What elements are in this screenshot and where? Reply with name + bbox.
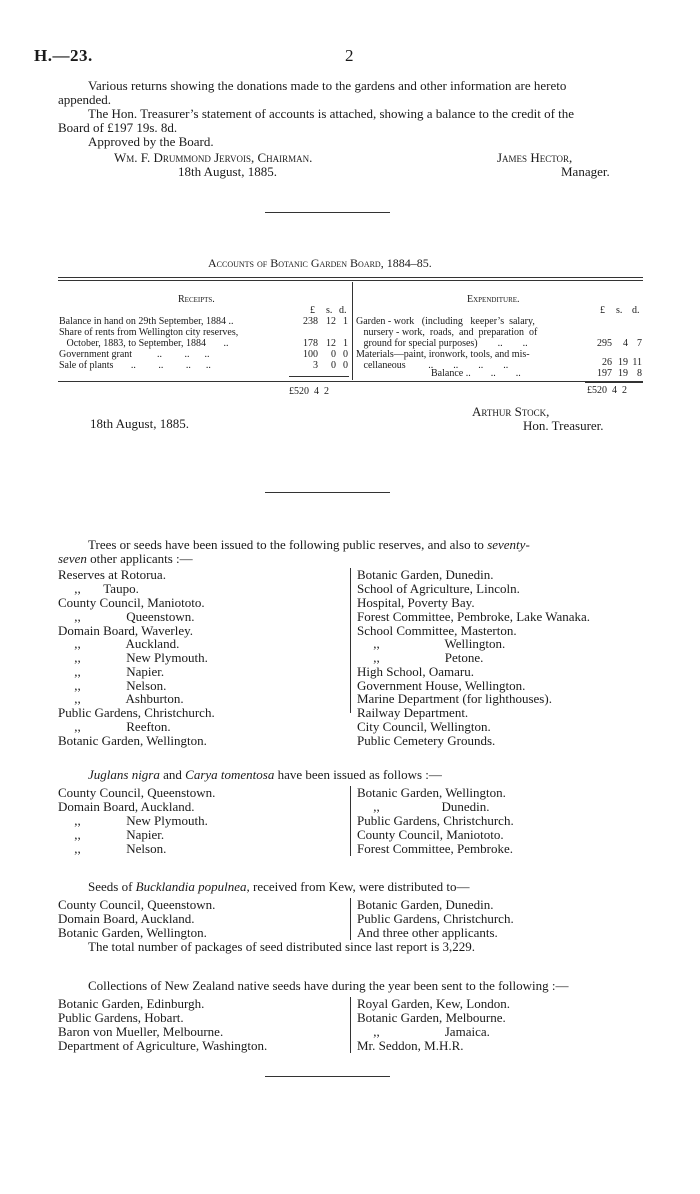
receipt-row-text: Government grant .. .. .. xyxy=(59,349,210,360)
accounts-date: 18th August, 1885. xyxy=(90,416,189,431)
accounts-bottom-rule xyxy=(58,381,643,382)
section-divider xyxy=(265,492,390,493)
list-item: ,, Ashburton. xyxy=(58,691,184,706)
list-item: Botanic Garden, Dunedin. xyxy=(357,567,494,582)
receipts-total-pounds-label: £520 xyxy=(289,386,309,397)
section-divider xyxy=(265,1076,390,1077)
list-item: County Council, Queenstown. xyxy=(58,785,216,800)
list-item: ,, Wellington. xyxy=(357,636,506,651)
trees-intro-line-1 xyxy=(88,538,530,552)
expenditure-total-pounds: £520 xyxy=(587,385,607,396)
intro-line-1: Various returns showing the donations made to the gardens and other information are hereto xyxy=(88,78,567,93)
list-item: Hospital, Poverty Bay. xyxy=(357,595,475,610)
receipt-row-pence: 1 xyxy=(343,316,348,327)
list-item: ,, Dunedin. xyxy=(357,799,490,814)
expenditure-row-shillings: 19 xyxy=(618,357,628,368)
juglans-column-divider xyxy=(350,786,351,856)
list-item: Marine Department (for lighthouses). xyxy=(357,691,552,706)
accounts-column-divider xyxy=(352,282,353,380)
list-item: School Committee, Masterton. xyxy=(357,623,517,638)
seed-total-sentence: The total number of packages of seed distributed since last report is 3,229. xyxy=(88,939,476,954)
list-item: And three other applicants. xyxy=(357,925,498,940)
native-seeds-intro: Collections of New Zealand native seeds have during the year been sent to the following :— xyxy=(88,978,569,993)
intro-line-4: Board of £197 19s. 8d. xyxy=(58,120,178,135)
list-item: Public Gardens, Christchurch. xyxy=(357,911,514,926)
intro-line-5: Approved by the Board. xyxy=(88,134,214,149)
expenditure-total-pence: 2 xyxy=(622,385,627,396)
list-item: ,, Reefton. xyxy=(58,719,171,734)
receipts-currency-pence: d. xyxy=(339,305,347,316)
expenditure-total-line xyxy=(587,385,627,396)
receipt-row-shillings: 0 xyxy=(331,349,336,360)
juglans-and: and xyxy=(159,767,186,782)
list-item: ,, Auckland. xyxy=(58,636,180,651)
list-item: ,, Petone. xyxy=(357,650,484,665)
list-item: County Council, Maniototo. xyxy=(357,827,504,842)
trees-intro-tail: other applicants :— xyxy=(86,551,193,566)
list-item: Botanic Garden, Melbourne. xyxy=(357,1010,506,1025)
list-item: High School, Oamaru. xyxy=(357,664,474,679)
list-item: Public Gardens, Christchurch. xyxy=(357,813,514,828)
treasurer-name: Arthur Stock, xyxy=(472,404,550,419)
list-item: Baron von Mueller, Melbourne. xyxy=(58,1024,224,1039)
list-item: ,, Taupo. xyxy=(58,581,139,596)
list-item: Botanic Garden, Wellington. xyxy=(357,785,506,800)
list-item: ,, Nelson. xyxy=(58,841,167,856)
receipts-total-pence: 2 xyxy=(324,386,329,397)
juglans-intro-tail: have been issued as follows :— xyxy=(274,767,442,782)
list-item: Government House, Wellington. xyxy=(357,678,526,693)
receipt-row-text: Balance in hand on 29th September, 1884 .. xyxy=(59,316,234,327)
expenditure-row-shillings: 4 xyxy=(623,338,628,349)
receipt-row-pounds: 238 xyxy=(303,316,318,327)
trees-column-divider xyxy=(350,568,351,713)
expenditure-row-text: cellaneous .. .. .. .. xyxy=(356,360,509,371)
list-item: Railway Department. xyxy=(357,705,469,720)
chairman-signature: Wm. F. Drummond Jervois, Chairman. xyxy=(114,150,313,165)
trees-intro-text: Trees or seeds have been issued to the following public reserves, and also to xyxy=(88,537,484,552)
expenditure-currency-shilling: s. xyxy=(616,305,623,316)
expenditure-row-text: nursery - work, roads, and preparation of xyxy=(356,327,538,338)
expenditure-row-pounds: 197 xyxy=(597,368,612,379)
receipts-currency-pound: £ xyxy=(310,305,315,316)
native-column-divider xyxy=(350,997,351,1053)
expenditure-row-pounds: 295 xyxy=(597,338,612,349)
list-item: Botanic Garden, Dunedin. xyxy=(357,897,494,912)
page-number: 2 xyxy=(345,46,354,65)
expenditure-header: Expenditure. xyxy=(467,294,520,305)
list-item: Department of Agriculture, Washington. xyxy=(58,1038,268,1053)
receipt-row-pounds: 100 xyxy=(303,349,318,360)
list-item: County Council, Maniototo. xyxy=(58,595,205,610)
expenditure-row-pence: 7 xyxy=(637,338,642,349)
accounts-top-rule-2 xyxy=(58,280,643,281)
list-item: Forest Committee, Pembroke, Lake Wanaka. xyxy=(357,609,591,624)
expenditure-row-pence: 11 xyxy=(632,357,642,368)
list-item: ,, Napier. xyxy=(58,664,165,679)
document-reference: H.—23. xyxy=(34,46,93,65)
bucklandia-column-divider xyxy=(350,898,351,940)
chairman-date: 18th August, 1885. xyxy=(178,164,277,179)
receipt-row-text: Sale of plants .. .. .. .. xyxy=(59,360,211,371)
expenditure-currency-pence: d. xyxy=(632,305,640,316)
manager-name: James Hector, xyxy=(497,150,573,165)
receipts-total xyxy=(289,386,329,397)
expenditure-total-shillings: 4 xyxy=(612,385,617,396)
list-item: County Council, Queenstown. xyxy=(58,897,216,912)
receipt-row-text: October, 1883, to September, 1884 .. xyxy=(59,338,229,349)
expenditure-row-pounds: 26 xyxy=(602,357,612,368)
receipt-row-shillings: 12 xyxy=(326,316,336,327)
list-item: Mr. Seddon, M.H.R. xyxy=(357,1038,464,1053)
list-item: ,, Queenstown. xyxy=(58,609,195,624)
expenditure-row-text: Garden - work (including keeper’s salary, xyxy=(356,316,535,327)
expenditure-currency-pound: £ xyxy=(600,305,605,316)
receipt-row-shillings: 12 xyxy=(326,338,336,349)
expenditure-total-rule xyxy=(585,382,643,383)
bucklandia-intro-c: received from Kew, were distributed to— xyxy=(249,879,470,894)
expenditure-row-text: Balance .. .. .. xyxy=(356,368,521,379)
list-item: ,, New Plymouth. xyxy=(58,813,208,828)
list-item: ,, New Plymouth. xyxy=(58,650,208,665)
list-item: Royal Garden, Kew, London. xyxy=(357,996,510,1011)
bucklandia-species: Bucklandia populnea, xyxy=(135,879,250,894)
intro-line-2: appended. xyxy=(58,92,112,107)
list-item: City Council, Wellington. xyxy=(357,719,491,734)
intro-line-3: The Hon. Treasurer’s statement of accounts is attached, showing a balance to the credit of the xyxy=(88,106,575,121)
list-item: Public Gardens, Hobart. xyxy=(58,1010,184,1025)
receipts-total-shillings: 4 xyxy=(314,386,319,397)
receipts-total-rule xyxy=(289,376,349,377)
bucklandia-intro-a: Seeds of xyxy=(88,879,136,894)
accounts-top-rule xyxy=(58,277,643,278)
juglans-species-1: Juglans nigra xyxy=(88,767,160,782)
expenditure-row-pence: 8 xyxy=(637,368,642,379)
list-item: ,, Jamaica. xyxy=(357,1024,490,1039)
juglans-intro xyxy=(88,768,442,782)
receipt-row-pounds: 3 xyxy=(313,360,318,371)
list-item: Domain Board, Auckland. xyxy=(58,799,195,814)
list-item: Domain Board, Auckland. xyxy=(58,911,195,926)
list-item: Botanic Garden, Wellington. xyxy=(58,733,207,748)
list-item: Forest Committee, Pembroke. xyxy=(357,841,513,856)
list-item: ,, Nelson. xyxy=(58,678,167,693)
trees-intro-line-2 xyxy=(58,552,193,566)
list-item: School of Agriculture, Lincoln. xyxy=(357,581,520,596)
section-divider xyxy=(265,212,390,213)
receipt-row-pence: 0 xyxy=(343,349,348,360)
receipt-row-pence: 0 xyxy=(343,360,348,371)
list-item: Botanic Garden, Edinburgh. xyxy=(58,996,205,1011)
receipt-row-pounds: 178 xyxy=(303,338,318,349)
list-item: Public Gardens, Christchurch. xyxy=(58,705,215,720)
expenditure-row-text: ground for special purposes) .. .. xyxy=(356,338,528,349)
receipt-row-pence: 1 xyxy=(343,338,348,349)
expenditure-row-shillings: 19 xyxy=(618,368,628,379)
treasurer-title: Hon. Treasurer. xyxy=(523,418,604,433)
receipts-currency-shilling: s. xyxy=(326,305,333,316)
expenditure-row-text: Materials—paint, ironwork, tools, and mis- xyxy=(356,349,530,360)
manager-title: Manager. xyxy=(561,164,610,179)
receipt-row-text: Share of rents from Wellington city reserves, xyxy=(59,327,239,338)
trees-intro-count-b: seven xyxy=(58,551,87,566)
list-item: Domain Board, Waverley. xyxy=(58,623,194,638)
list-item: Reserves at Rotorua. xyxy=(58,567,166,582)
accounts-title: Accounts of Botanic Garden Board, 1884–85. xyxy=(208,256,432,270)
receipts-header: Receipts. xyxy=(178,294,215,305)
trees-intro-count-a: seventy- xyxy=(487,537,530,552)
list-item: ,, Napier. xyxy=(58,827,165,842)
list-item: Public Cemetery Grounds. xyxy=(357,733,496,748)
juglans-species-2: Carya tomentosa xyxy=(185,767,275,782)
bucklandia-intro xyxy=(88,880,469,894)
receipt-row-shillings: 0 xyxy=(331,360,336,371)
list-item: Botanic Garden, Wellington. xyxy=(58,925,207,940)
